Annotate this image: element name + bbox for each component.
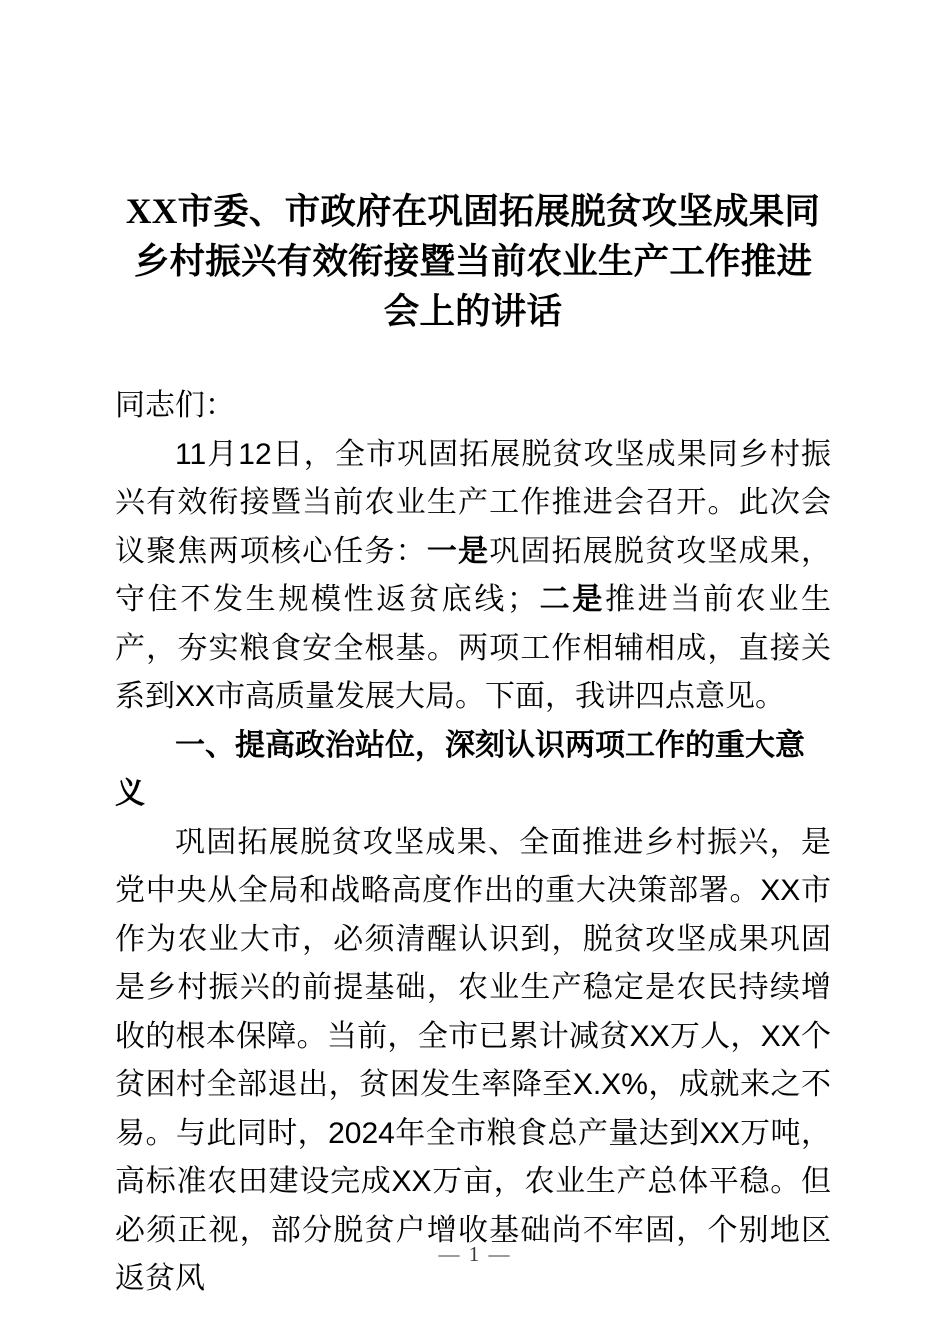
emphasis-second-point: 二是: [537, 583, 605, 616]
page-number-footer: — 1 —: [438, 1242, 512, 1266]
emphasis-first-point: 一是: [426, 534, 490, 568]
document-title: XX市委、市政府在巩固拓展脱贫攻坚成果同乡村振兴有效衔接暨当前农业生产工作推进会上的讲话: [125, 191, 821, 331]
document-body: [115, 186, 831, 1304]
paragraph-opening-text-1: 11月12日，全市巩固拓展脱贫攻坚成果同乡村振兴有效衔接暨当前农业生产工作推进会召开。此次会议聚焦两项核心任务：: [115, 437, 831, 568]
salutation: 同志们：: [115, 389, 235, 422]
title-spacer: [115, 336, 831, 382]
section-heading-one: 一、提高政治站位，深刻认识两项工作的重大意义: [115, 728, 805, 810]
paragraph-opening-text-3: 推进当前农业生产，夯实粮食安全根基。两项工作相辅相成，直接关系到XX市高质量发展大局。下面，我讲四点意见。: [115, 583, 831, 713]
paragraph-section-one-body: 巩固拓展脱贫攻坚成果、全面推进乡村振兴，是党中央从全局和战略高度作出的重大决策部署。XX市作为农业大市，必须清醒认识到，脱贫攻坚成果巩固是乡村振兴的前提基础，农业生产稳定是农民持续增收的根本保障。当前，全市已累计减贫XX万人，XX个贫困村全部退出，贫困发生率降至X.X%，成就来之不易。与此同时，2024年全市粮食总产量达到XX万吨，高标准农田建设完成XX万亩，农业生产总体平稳。但必须正视，部分脱贫户增收基础尚不牢固，个别地区返贫风: [115, 825, 831, 1295]
paragraph-opening-text-2: 巩固拓展脱贫攻坚成果，守住不发生规模性返贫底线；: [115, 534, 832, 616]
paragraph-opening: [115, 431, 831, 722]
